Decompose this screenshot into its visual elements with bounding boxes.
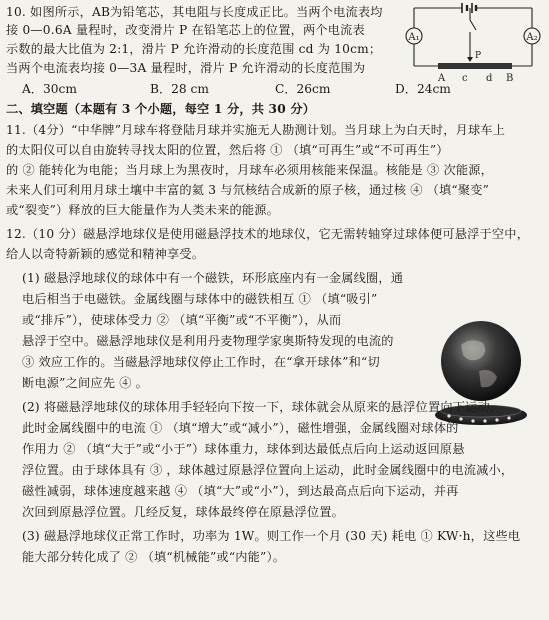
q12-part2-line-1: (2) 将磁悬浮地球仪的球体用手轻轻向下按一下，球体就会从原来的悬浮位置向下运动，	[22, 400, 503, 414]
q10-option-a: A．30cm	[22, 82, 77, 96]
label-d: d	[486, 73, 493, 84]
section-2-title: 二、填空题（本题有 3 个小题，每空 1 分，共 30 分）	[6, 102, 316, 116]
q12-part2-line-5: 磁性减弱，球体速度越来越 ④ （填“大”或“小”），到达最高点后向下运动，并再	[22, 484, 459, 498]
q12-part2-line-4: 浮位置。由于球体具有 ③ ，球体越过原悬浮位置向上运动，此时金属线圈中的电流减小，	[22, 463, 514, 477]
label-a1: A₁	[408, 32, 420, 43]
q12-part2-line-2: 此时金属线圈中的电流 ① （填“增大”或“减小”），磁性增强，金属线圈对球体的	[22, 421, 459, 435]
q10-line-4: 当两个电流表均接 0—3A 量程时，滑片 P 允许滑动的长度范围为	[6, 61, 366, 75]
q12-part1-line-5: ③ 效应工作的。当磁悬浮地球仪停止工作时，在“拿开球体”和“切	[22, 355, 380, 369]
q12-intro-line-1: 12.（10 分）磁悬浮地球仪是使用磁悬浮技术的地球仪，它无需转轴穿过球体便可悬浮于空中，	[6, 227, 530, 241]
label-b: B	[506, 73, 514, 84]
q10-line-2: 接 0—0.6A 量程时，改变滑片 P 在铅笔芯上的位置，两个电流表	[6, 23, 365, 37]
q12-part1-line-4: 悬浮于空中。磁悬浮地球仪是利用丹麦物理学家奥斯特发现的电流的	[22, 334, 394, 348]
q12-part2-line-6: 次回到原悬浮位置。几经反复，球体最终停在原悬浮位置。	[22, 505, 345, 519]
q12-part1-line-1: (1) 磁悬浮地球仪的球体中有一个磁铁，环形底座内有一金属线圈，通	[22, 271, 404, 285]
q10-option-b: B．28 cm	[150, 82, 209, 96]
q12-part1-line-3: 或“排斥”），使球体受力 ② （填“平衡”或“不平衡”），从而	[22, 313, 342, 327]
label-p: P	[475, 51, 482, 61]
q12-part1-line-2: 电后相当于电磁铁。金属线圈与球体中的磁铁相互 ① （填“吸引”	[22, 292, 378, 306]
q12-intro-line-2: 给人以奇特新颖的感觉和精神享受。	[6, 247, 205, 261]
maglev-globe-image	[421, 315, 545, 433]
q11-line-4: 未来人们可利用月球土壤中丰富的氦 3 与氘核结合成新的原子核，通过核 ④ （填“聚变”	[6, 183, 490, 197]
q11-line-3: 的 ② 能转化为电能；当月球上为黑夜时，月球车必须用核能来保温。核能是 ③ 次能源，	[6, 163, 494, 177]
q12-part1-line-6: 断电源”之间应先 ④ 。	[22, 376, 149, 390]
q11-line-2: 的太阳仪可以自由旋转寻找太阳的位置，然后将 ① （填“可再生”或“不可再生”）	[6, 143, 449, 157]
q10-line-3: 示数的最大比值为 2:1，滑片 P 允许滑动的长度范围 cd 为 10cm；	[6, 42, 382, 56]
label-a2: A₂	[526, 32, 538, 43]
q10-line-1: 10. 如图所示，AB为铅笔芯，其电阻与长度成正比。当两个电流表均	[6, 5, 383, 19]
q12-part3-line-1: (3) 磁悬浮地球仪正常工作时，功率为 1W。则工作一个月 (30 天) 耗电 ① KW·h，这些电	[22, 529, 521, 543]
q10-option-d: D．24cm	[395, 82, 451, 96]
q12-part3-line-2: 能大部分转化成了 ② （填“机械能”或“内能”）。	[22, 550, 286, 564]
q12-part2-line-3: 作用力 ② （填“大于”或“小于”）球体重力，球体到达最低点后向上运动返回原悬	[22, 442, 465, 456]
circuit-diagram	[402, 2, 545, 84]
label-c: c	[462, 73, 468, 84]
q11-line-5: 或“裂变”）释放的巨大能量作为人类未来的能源。	[6, 203, 279, 217]
q11-line-1: 11.（4分）“中华牌”月球车将登陆月球并实施无人勘测计划。当月球上为白天时，月球车上	[6, 123, 506, 137]
pencil-lead-bar	[438, 63, 512, 69]
label-a: A	[438, 73, 446, 84]
q10-option-c: C．26cm	[275, 82, 331, 96]
